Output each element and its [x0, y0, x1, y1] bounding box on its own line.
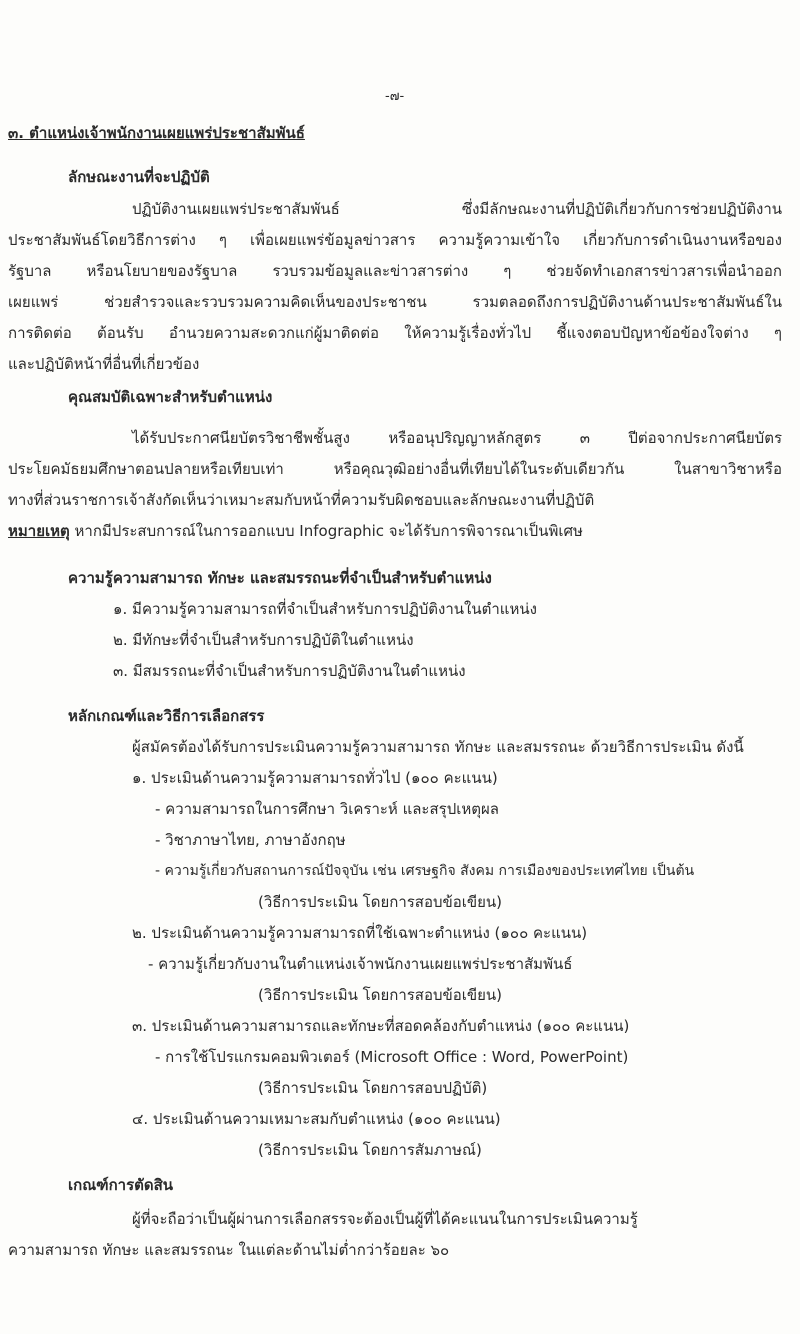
qualifications-line: ได้รับประกาศนียบัตรวิชาชีพชั้นสูง หรืออนุปริญญาหลักสูตร ๓ ปีต่อจากประกาศนียบัตร [132, 429, 782, 447]
qualifications-line: ประโยคมัธยมศึกษาตอนปลายหรือเทียบเท่า หรือคุณวุฒิอย่างอื่นที่เทียบได้ในระดับเดียวกัน ในสาขาวิชาหรือ [8, 460, 782, 478]
section-title: ๓. ตำแหน่งเจ้าพนักงานเผยแพร่ประชาสัมพันธ์ [8, 124, 305, 142]
competency-heading: ความรู้ความสามารถ ทักษะ และสมรรถนะที่จำเป็นสำหรับตำแหน่ง [68, 569, 492, 587]
selection-heading: หลักเกณฑ์และวิธีการเลือกสรร [68, 707, 265, 725]
selection-item: - ความสามารถในการศึกษา วิเคราะห์ และสรุปเหตุผล [155, 800, 499, 818]
selection-item: - วิชาภาษาไทย, ภาษาอังกฤษ [155, 831, 346, 849]
selection-item: - ความรู้เกี่ยวกับสถานการณ์ปัจจุบัน เช่น เศรษฐกิจ สังคม การเมืองของประเทศไทย เป็นต้น [155, 863, 695, 879]
criteria-line: ความสามารถ ทักษะ และสมรรถนะ ในแต่ละด้านไม่ต่ำกว่าร้อยละ ๖๐ [8, 1241, 450, 1259]
selection-method: (วิธีการประเมิน โดยการสอบข้อเขียน) [258, 893, 503, 911]
duties-line: ประชาสัมพันธ์โดยวิธีการต่าง ๆ เพื่อเผยแพร่ข้อมูลข่าวสาร ความรู้ความเข้าใจ เกี่ยวกับการดำเนินงานหรือของ [8, 231, 782, 249]
note-text: หากมีประสบการณ์ในการออกแบบ Infographic จะได้รับการพิจารณาเป็นพิเศษ [69, 522, 583, 540]
criteria-heading: เกณฑ์การตัดสิน [68, 1176, 174, 1194]
selection-group-title: ๔. ประเมินด้านความเหมาะสมกับตำแหน่ง (๑๐๐ คะแนน) [132, 1110, 501, 1128]
selection-method: (วิธีการประเมิน โดยการสอบปฏิบัติ) [258, 1079, 488, 1097]
selection-item: - ความรู้เกี่ยวกับงานในตำแหน่งเจ้าพนักงานเผยแพร่ประชาสัมพันธ์ [148, 955, 573, 973]
criteria-line: ผู้ที่จะถือว่าเป็นผู้ผ่านการเลือกสรรจะต้องเป็นผู้ที่ได้คะแนนในการประเมินความรู้ [132, 1210, 638, 1228]
selection-group-title: ๓. ประเมินด้านความสามารถและทักษะที่สอดคล้องกับตำแหน่ง (๑๐๐ คะแนน) [132, 1017, 630, 1035]
competency-item: ๑. มีความรู้ความสามารถที่จำเป็นสำหรับการปฏิบัติงานในตำแหน่ง [113, 600, 537, 618]
selection-intro: ผู้สมัครต้องได้รับการประเมินความรู้ความสามารถ ทักษะ และสมรรถนะ ด้วยวิธีการประเมิน ดังนี้ [132, 738, 744, 756]
qualifications-note [8, 520, 583, 542]
duties-line: รัฐบาล หรือนโยบายของรัฐบาล รวบรวมข้อมูลและข่าวสารต่าง ๆ ช่วยจัดทำเอกสารข่าวสารเพื่อนำออก [8, 262, 782, 280]
duties-line: ปฏิบัติงานเผยแพร่ประชาสัมพันธ์ ซึ่งมีลักษณะงานที่ปฏิบัติเกี่ยวกับการช่วยปฏิบัติงาน [132, 200, 782, 218]
duties-line: การติดต่อ ต้อนรับ อำนวยความสะดวกแก่ผู้มาติดต่อ ให้ความรู้เรื่องทั่วไป ชี้แจงตอบปัญหาข้อข้องใจต่าง ๆ [8, 324, 782, 342]
selection-group-title: ๑. ประเมินด้านความรู้ความสามารถทั่วไป (๑๐๐ คะแนน) [132, 769, 498, 787]
qualifications-line: ทางที่ส่วนราชการเจ้าสังกัดเห็นว่าเหมาะสมกับหน้าที่ความรับผิดชอบและลักษณะงานที่ปฏิบัติ [8, 491, 595, 509]
duties-line: และปฏิบัติหน้าที่อื่นที่เกี่ยวข้อง [8, 355, 200, 373]
selection-group-title: ๒. ประเมินด้านความรู้ความสามารถที่ใช้เฉพาะตำแหน่ง (๑๐๐ คะแนน) [132, 924, 588, 942]
competency-item: ๓. มีสมรรถนะที่จำเป็นสำหรับการปฏิบัติงานในตำแหน่ง [113, 662, 466, 680]
qualifications-heading: คุณสมบัติเฉพาะสำหรับตำแหน่ง [68, 388, 273, 406]
competency-item: ๒. มีทักษะที่จำเป็นสำหรับการปฏิบัติในตำแหน่ง [113, 631, 414, 649]
page-number: -๗- [385, 89, 405, 104]
selection-item: - การใช้โปรแกรมคอมพิวเตอร์ (Microsoft Office : Word, PowerPoint) [155, 1048, 629, 1066]
selection-method: (วิธีการประเมิน โดยการสอบข้อเขียน) [258, 986, 503, 1004]
duties-line: เผยแพร่ ช่วยสำรวจและรวบรวมความคิดเห็นของประชาชน รวมตลอดถึงการปฏิบัติงานด้านประชาสัมพันธ์ใน [8, 293, 782, 311]
selection-method: (วิธีการประเมิน โดยการสัมภาษณ์) [258, 1141, 482, 1159]
duties-heading: ลักษณะงานที่จะปฏิบัติ [68, 168, 210, 186]
note-label: หมายเหตุ [8, 522, 70, 540]
